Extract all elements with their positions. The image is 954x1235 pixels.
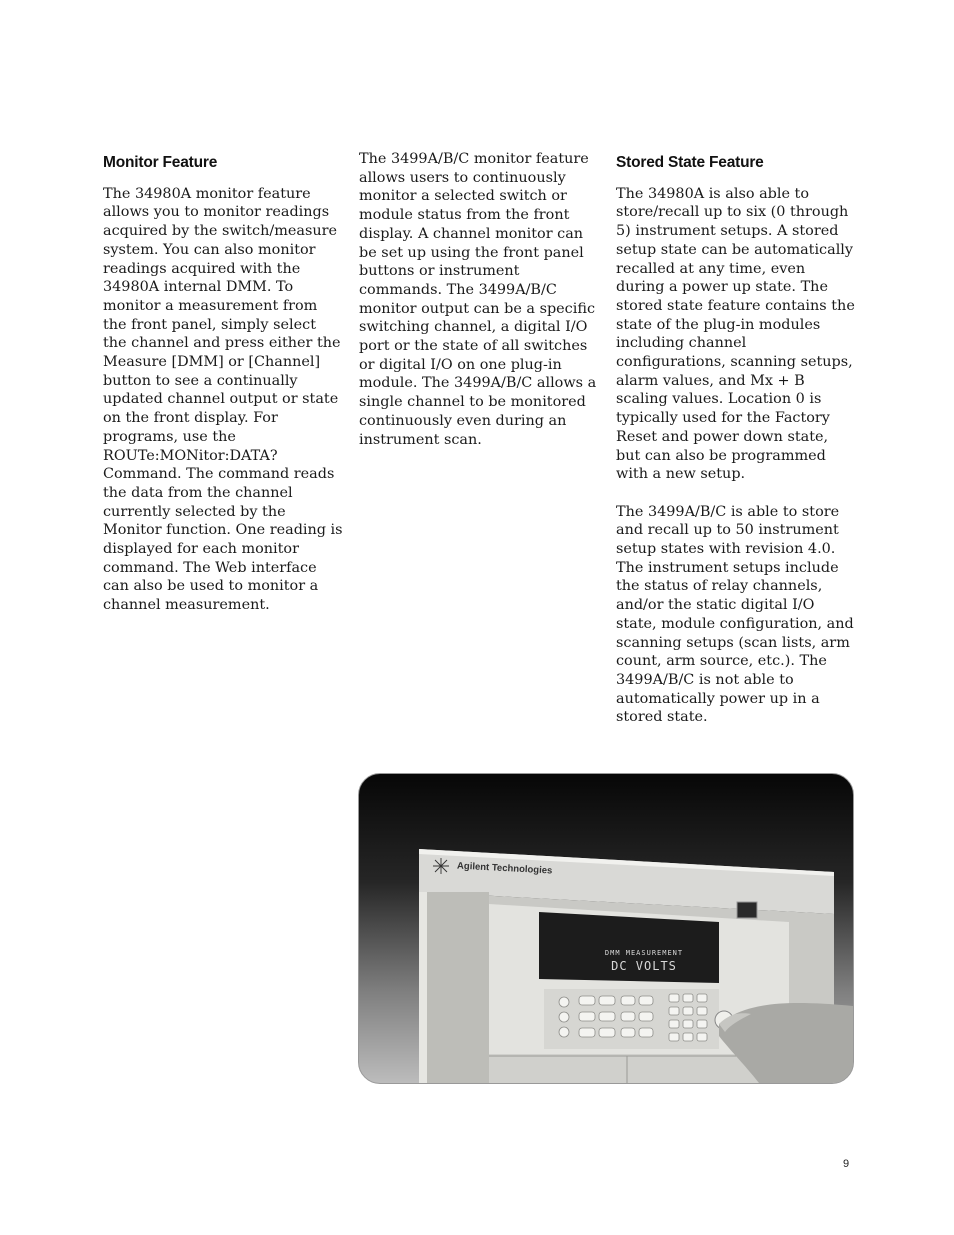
brand-label: Agilent Technologies: [456, 860, 553, 877]
paragraph-3499-stored-state: The 3499A/B/C is able to store and recall up to 50 instrument setup states with revision 4.0. The instrument setups include the status of relay channels, and/or the static digital I/O state, module configuration, and scanning setups (scan lists, arm count, arm source, etc.). The 3499A/B/C is not able to automatically power up in a stored state.: [616, 503, 854, 726]
heading-stored-state-feature: Stored State Feature: [616, 154, 764, 171]
column-monitor-34980a: [103, 150, 343, 615]
paragraph-3499-monitor: The 3499A/B/C monitor feature allows users to continuously monitor a selected switch or module status from the front display. A channel monitor can be set up using the front panel buttons or instrument commands. The 3499A/B/C monitor output can be a specific switching channel, a digital I/O port or the state of all switches or digital I/O on one plug-in module. The 3499A/B/C allows a single channel to be monitored continuously even during an instrument scan.: [359, 151, 597, 448]
instrument-display: [584, 949, 704, 979]
page-number: 9: [843, 1158, 850, 1170]
instrument-photo: [358, 773, 854, 1084]
instrument-illustration: [359, 774, 853, 1083]
column-stored-state: [616, 150, 856, 727]
display-line-2: DC VOLTS: [611, 959, 677, 973]
column-monitor-3499: [359, 150, 599, 449]
paragraph-34980a-stored-state: The 34980A is also able to store/recall up to six (0 through 5) instrument setups. A stored setup state can be automatically recalled at any time, even during a power up state. The stored state feature contains the state of the plug-in modules including channel configurations, scanning setups, alarm values, and Mx + B scaling values. Location 0 is typically used for the Factory Reset and power down state, but can also be programmed with a new setup.: [616, 185, 855, 483]
display-line-1: DMM MEASUREMENT: [604, 949, 684, 957]
heading-monitor-feature: Monitor Feature: [103, 154, 218, 171]
paragraph-34980a-monitor: The 34980A monitor feature allows you to monitor readings acquired by the switch/measure system. You can also monitor readings acquired with the 34980A internal DMM. To monitor a measurement from the front panel, simply select the channel and press either the Measure [DMM] or [Channel] button to see a continually updated channel output or state on the front display. For programs, use the ROUTe:MONitor:DATA? Command. The command reads the data from the channel currently selected by the Monitor function. One reading is displayed for each monitor command. The Web interface can also be used to monitor a channel measurement.: [103, 185, 343, 614]
